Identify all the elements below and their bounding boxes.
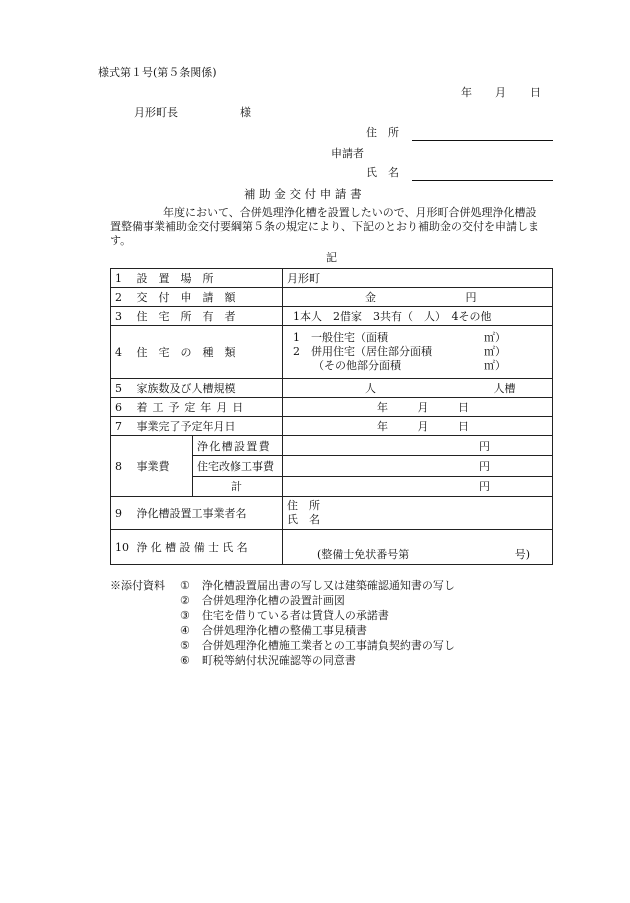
table-row-family xyxy=(111,379,553,398)
item-text: 浄化槽設置届出書の写し又は建築確認通知書の写し xyxy=(201,579,455,592)
table-row-contractor xyxy=(111,497,553,530)
table-row-house-type xyxy=(111,326,553,379)
body-line-2: 置整備事業補助金交付要綱第５条の規定により、下記のとおり補助金の交付を申請しま xyxy=(110,220,539,233)
people-unit: 人 xyxy=(365,382,376,395)
item-mark: ④ xyxy=(180,624,190,637)
table-row-cost-installation xyxy=(111,436,553,456)
total-cost-value[interactable] xyxy=(283,476,553,496)
license-label: (整備士免状番号第 xyxy=(317,548,410,561)
date-year-label: 年 xyxy=(461,86,472,99)
contractor-name-label: 氏 名 xyxy=(287,513,320,526)
application-table xyxy=(110,268,553,565)
form-label: 様式第１号(第５条関係) xyxy=(98,66,217,79)
yen-unit: 円 xyxy=(479,480,490,494)
day-unit: 日 xyxy=(458,420,469,433)
owner-options: 1本人 2借家 3共有（ 人） 4その他 xyxy=(293,310,492,323)
name-label: 氏 名 xyxy=(366,166,399,179)
row-number: 1 xyxy=(115,272,122,285)
house-type-line-3: （その他部分面積 xyxy=(313,359,401,372)
day-unit: 日 xyxy=(458,401,469,414)
ki-heading: 記 xyxy=(326,251,337,264)
body-line-3: す。 xyxy=(110,234,132,247)
installation-cost-value[interactable] xyxy=(283,436,553,456)
name-underline[interactable] xyxy=(412,180,553,181)
month-unit: 月 xyxy=(417,420,429,433)
table-row-location xyxy=(111,269,553,288)
item-mark: ③ xyxy=(180,609,190,622)
row-number: 5 xyxy=(115,382,122,395)
table-row-start-date xyxy=(111,398,553,417)
body-line-1: 年度において、合併処理浄化槽を設置したいので、月形町合併処理浄化槽設 xyxy=(163,206,537,219)
row-number: 2 xyxy=(115,291,122,304)
family-value[interactable] xyxy=(283,379,553,398)
table-row-end-date xyxy=(111,417,553,436)
row-label: 家族数及び人槽規模 xyxy=(136,382,236,395)
row-label: 設 置 場 所 xyxy=(136,272,214,285)
row-number: 7 xyxy=(115,420,122,433)
row-number: 9 xyxy=(115,507,122,520)
attachments-label: ※添付資料 xyxy=(110,579,165,592)
row-label: 着工予定年月日 xyxy=(136,401,249,414)
attachment-item xyxy=(180,655,356,668)
addressee-town: 月形町長 xyxy=(134,106,178,119)
table-row-technician xyxy=(111,530,553,565)
addressee-honorific: 様 xyxy=(240,106,251,119)
row-label: 住 宅 所 有 者 xyxy=(136,310,236,323)
yen-unit: 円 xyxy=(479,459,490,473)
item-mark: ⑥ xyxy=(180,654,190,667)
cost-sub-label: 住宅改修工事費 xyxy=(197,459,274,473)
item-mark: ① xyxy=(180,579,190,592)
row-number: 4 xyxy=(115,346,122,359)
date-month-label: 月 xyxy=(495,86,506,99)
yen-label: 円 xyxy=(465,291,477,304)
row-label: 住 宅 の 種 類 xyxy=(136,346,236,359)
attachment-item xyxy=(180,580,455,593)
house-type-line-1: 1 一般住宅（面積 xyxy=(293,331,388,344)
item-text: 合併処理浄化槽施工業者との工事請負契約書の写し xyxy=(201,639,455,652)
item-text: 町税等納付状況確認等の同意書 xyxy=(201,654,356,667)
attachment-item xyxy=(180,625,367,638)
cost-sub-label: 浄化槽設置費 xyxy=(197,439,271,453)
row-number: 6 xyxy=(115,401,122,414)
row-number: 10 xyxy=(115,541,129,554)
item-text: 住宅を借りている者は賃貸人の承諾書 xyxy=(201,609,389,622)
location-text: 月形町 xyxy=(287,272,320,285)
item-text: 合併処理浄化槽の整備工事見積書 xyxy=(201,624,367,637)
table-row-owner xyxy=(111,307,553,326)
year-unit: 年 xyxy=(377,420,388,433)
start-date-value[interactable] xyxy=(283,398,553,417)
applicant-label: 申請者 xyxy=(331,147,364,160)
location-value[interactable] xyxy=(283,269,553,288)
go-label: 号) xyxy=(514,548,531,561)
address-label: 住 所 xyxy=(366,126,399,139)
house-type-line-2: 2 併用住宅（居住部分面積 xyxy=(293,345,432,358)
tank-unit: 人槽 xyxy=(493,382,516,395)
table-row-amount xyxy=(111,288,553,307)
attachment-item xyxy=(180,610,389,623)
item-text: 合併処理浄化槽の設置計画図 xyxy=(201,594,345,607)
row-label: 浄化槽設備士氏名 xyxy=(136,541,251,554)
end-date-value[interactable] xyxy=(283,417,553,436)
renovation-cost-value[interactable] xyxy=(283,456,553,476)
address-underline[interactable] xyxy=(412,140,553,141)
owner-value[interactable] xyxy=(283,307,553,326)
area-unit: ㎡） xyxy=(484,345,506,358)
kin-label: 金 xyxy=(365,291,376,304)
row-number: 8 xyxy=(115,460,122,473)
month-unit: 月 xyxy=(417,401,429,414)
row-label: 事業費 xyxy=(136,460,170,473)
area-unit: ㎡） xyxy=(484,331,506,344)
row-label: 交 付 申 請 額 xyxy=(136,291,236,304)
item-mark: ② xyxy=(180,594,190,607)
attachment-item xyxy=(180,595,345,608)
cost-sub-label: 計 xyxy=(231,480,242,494)
date-day-label: 日 xyxy=(530,86,541,99)
area-unit: ㎡） xyxy=(484,359,506,372)
contractor-value[interactable] xyxy=(283,497,553,530)
amount-value[interactable] xyxy=(283,288,553,307)
row-label: 浄化槽設置工事業者名 xyxy=(136,507,247,520)
house-type-value[interactable] xyxy=(283,326,553,379)
row-number: 3 xyxy=(115,310,122,323)
row-label: 事業完了予定年月日 xyxy=(136,420,236,433)
technician-value[interactable] xyxy=(283,530,553,565)
year-unit: 年 xyxy=(377,401,388,414)
contractor-address-label: 住 所 xyxy=(287,499,320,512)
attachment-item xyxy=(180,640,455,653)
yen-unit: 円 xyxy=(479,439,490,453)
item-mark: ⑤ xyxy=(180,639,190,652)
document-title: 補 助 金 交 付 申 請 書 xyxy=(244,187,362,201)
